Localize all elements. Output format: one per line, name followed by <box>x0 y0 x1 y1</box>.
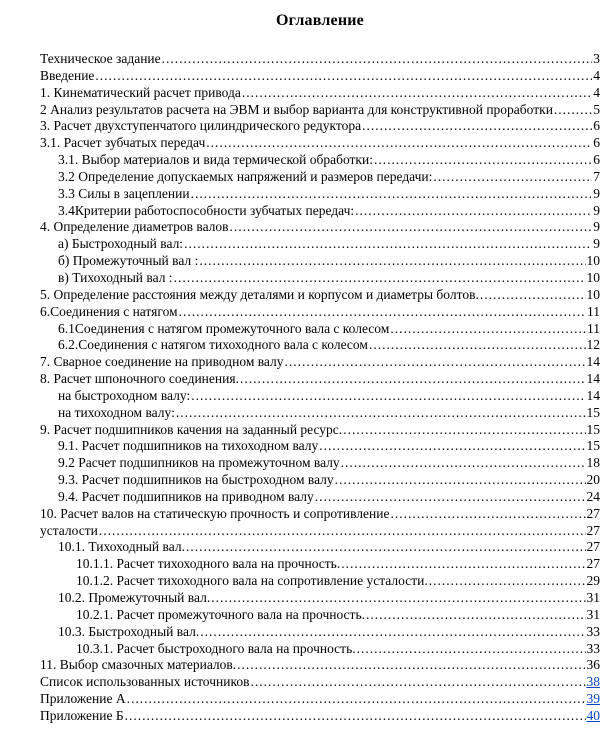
toc-entry-label: 9.2 Расчет подшипников на промежуточном валу <box>58 455 340 471</box>
toc-entry-label: а) Быстроходный вал: <box>58 236 184 252</box>
dot-leader <box>250 674 585 691</box>
toc-entry-label: Приложение А <box>40 691 126 707</box>
toc-entry-page: 29 <box>586 573 600 589</box>
toc-entry-label: 10. Расчет валов на статическую прочность и сопротивление <box>40 505 390 521</box>
toc-entry[interactable] <box>40 489 600 506</box>
toc-entry[interactable] <box>40 186 600 203</box>
dot-leader <box>200 624 585 641</box>
toc-entry-page: 6 <box>593 135 600 151</box>
toc-entry[interactable] <box>40 405 600 422</box>
toc-entry-page: 27 <box>586 539 600 555</box>
dot-leader <box>319 438 585 455</box>
toc-entry[interactable] <box>40 523 600 540</box>
toc-entry-page: 15 <box>586 421 600 437</box>
dot-leader <box>237 657 585 674</box>
toc-entry[interactable] <box>40 556 600 573</box>
dot-leader <box>127 691 586 708</box>
toc-entry-page-link[interactable]: 39 <box>586 691 600 707</box>
toc-entry-label: 6.Соединения с натягом <box>40 303 178 319</box>
dot-leader <box>179 304 586 321</box>
toc-entry[interactable] <box>40 354 600 371</box>
dot-leader <box>362 118 592 135</box>
toc-entry-label: б) Промежуточный вал : <box>58 253 199 269</box>
toc-entry[interactable] <box>40 169 600 186</box>
dot-leader <box>240 371 586 388</box>
toc-entry-page: 14 <box>586 387 600 403</box>
toc-entry-page: 7 <box>593 168 600 184</box>
toc-entry-label: 6.2.Соединения с натягом тихоходного вала с колесом <box>58 337 368 353</box>
toc-entry[interactable] <box>40 422 600 439</box>
toc-entry[interactable] <box>40 590 600 607</box>
toc-list <box>40 51 600 725</box>
dot-leader <box>285 354 586 371</box>
dot-leader <box>433 169 592 186</box>
dot-leader <box>341 455 586 472</box>
toc-entry-page: 6 <box>593 118 600 134</box>
dot-leader <box>315 489 586 506</box>
toc-entry-page: 12 <box>586 337 600 353</box>
toc-entry[interactable] <box>40 68 600 85</box>
toc-entry-label: 10.2.1. Расчет промежуточного вала на прочность. <box>76 606 365 622</box>
toc-entry[interactable] <box>40 539 600 556</box>
dot-leader <box>174 270 586 287</box>
toc-entry[interactable] <box>40 203 600 220</box>
toc-entry[interactable] <box>40 304 600 321</box>
toc-entry[interactable] <box>40 657 600 674</box>
dot-leader <box>95 68 592 85</box>
toc-entry-page-link[interactable]: 38 <box>586 674 600 690</box>
dot-leader <box>429 573 586 590</box>
toc-entry-label: 10.3.1. Расчет быстроходного вала на прочность. <box>76 640 356 656</box>
toc-entry-label: 11. Выбор смазочных материалов. <box>40 657 237 673</box>
toc-entry[interactable] <box>40 51 600 68</box>
toc-entry-label: 3. Расчет двухступенчатого цилиндрического редуктора <box>40 118 362 134</box>
toc-entry-label: 9. Расчет подшипников качения на заданный ресурс. <box>40 421 343 437</box>
dot-leader <box>206 135 592 152</box>
toc-entry[interactable] <box>40 135 600 152</box>
toc-entry[interactable] <box>40 388 600 405</box>
toc-entry-page: 20 <box>586 472 600 488</box>
dot-leader <box>211 590 585 607</box>
toc-entry-label: 9.4. Расчет подшипников на приводном валу <box>58 488 314 504</box>
toc-entry[interactable] <box>40 270 600 287</box>
toc-entry-page: 9 <box>593 236 600 252</box>
toc-entry-label: 9.3. Расчет подшипников на быстроходном валу <box>58 472 334 488</box>
toc-entry-label: 3.1. Расчет зубчатых передач <box>40 135 206 151</box>
toc-entry-label: 3.3 Силы в зацеплении <box>58 185 190 201</box>
toc-entry-label: усталости <box>40 522 98 538</box>
toc-entry-page: 11 <box>587 320 600 336</box>
toc-entry[interactable] <box>40 253 600 270</box>
toc-entry-label: 3.2 Определение допускаемых напряжений и размеров передачи: <box>58 168 433 184</box>
toc-entry[interactable] <box>40 337 600 354</box>
dot-leader <box>341 556 585 573</box>
toc-entry-page: 14 <box>586 371 600 387</box>
toc-entry[interactable] <box>40 455 600 472</box>
toc-entry[interactable] <box>40 607 600 624</box>
toc-entry-page: 4 <box>593 84 600 100</box>
toc-entry-page: 9 <box>593 185 600 201</box>
page-title: Оглавление <box>276 12 364 29</box>
toc-entry[interactable] <box>40 287 600 304</box>
dot-leader <box>230 219 593 236</box>
dot-leader <box>343 422 585 439</box>
toc-entry-label: Введение <box>40 67 95 83</box>
toc-entry[interactable] <box>40 85 600 102</box>
dot-leader <box>186 539 586 556</box>
dot-leader <box>162 51 593 68</box>
toc-entry-label: 8. Расчет шпоночного соединения. <box>40 371 239 387</box>
toc-entry-page: 10 <box>586 253 600 269</box>
toc-entry[interactable] <box>40 118 600 135</box>
toc-entry[interactable] <box>40 708 600 725</box>
dot-leader <box>176 405 586 422</box>
toc-entry-label: Список использованных источников <box>40 674 250 690</box>
dot-leader <box>335 472 586 489</box>
toc-entry-page: 3 <box>593 51 600 66</box>
toc-entry[interactable] <box>40 152 600 169</box>
toc-entry[interactable] <box>40 102 600 119</box>
dot-leader <box>191 186 593 203</box>
toc-entry-label: Приложение Б <box>40 707 124 723</box>
toc-entry-label: 3.1. Выбор материалов и вида термической обработки: <box>58 152 373 168</box>
toc-entry-label: 10.1.1. Расчет тихоходного вала на прочность. <box>76 556 341 572</box>
dot-leader <box>199 253 585 270</box>
dot-leader <box>191 388 585 405</box>
toc-entry-page: 31 <box>586 606 600 622</box>
toc-entry-label: в) Тихоходный вал : <box>58 269 173 285</box>
toc-entry[interactable] <box>40 674 600 691</box>
toc-entry-page: 33 <box>586 623 600 639</box>
dot-leader <box>125 708 586 725</box>
dot-leader <box>554 102 592 119</box>
dot-leader <box>355 203 592 220</box>
toc-entry[interactable] <box>40 438 600 455</box>
toc-entry-label: 10.2. Промежуточный вал. <box>58 590 211 605</box>
toc-entry[interactable] <box>40 506 600 523</box>
toc-entry-label: 10.1. Тихоходный вал. <box>58 539 185 555</box>
toc-entry-label: 9.1. Расчет подшипников на тихоходном валу <box>58 438 319 454</box>
toc-entry[interactable] <box>40 219 600 236</box>
toc-entry-label: на тихоходном валу: <box>58 404 175 420</box>
toc-entry[interactable] <box>40 236 600 253</box>
dot-leader <box>357 641 586 658</box>
dot-leader <box>184 236 592 253</box>
toc-entry-label: 2 Анализ результатов расчета на ЭВМ и выбор варианта для конструктивной проработки <box>40 101 553 117</box>
toc-entry-page: 27 <box>586 505 600 521</box>
dot-leader <box>369 337 586 354</box>
toc-entry-label: 10.1.2. Расчет тихоходного вала на сопротивление усталости. <box>76 573 428 589</box>
toc-entry-page: 36 <box>586 657 600 673</box>
toc-entry-page: 15 <box>586 404 600 420</box>
dot-leader <box>242 85 592 102</box>
toc-entry-page-link[interactable]: 40 <box>586 707 600 723</box>
toc-entry[interactable] <box>40 371 600 388</box>
toc-entry-label: на быстроходном валу: <box>58 387 191 403</box>
toc-entry-page: 15 <box>586 438 600 454</box>
toc-entry-page: 9 <box>593 202 600 218</box>
toc-entry-label: 3.4Критерии работоспособности зубчатых передач: <box>58 202 355 218</box>
toc-entry[interactable] <box>40 573 600 590</box>
toc-entry[interactable] <box>40 321 600 338</box>
dot-leader <box>366 607 586 624</box>
toc-entry-page: 10 <box>586 269 600 285</box>
toc-entry-page: 24 <box>586 488 600 504</box>
toc-entry-page: 31 <box>586 590 600 605</box>
toc-entry-page: 10 <box>586 286 600 302</box>
toc-entry[interactable] <box>40 691 600 708</box>
toc-entry-page: 33 <box>586 640 600 656</box>
toc-entry-label: 5. Определение расстояния между деталями и корпусом и диаметры болтов. <box>40 286 479 302</box>
toc-entry[interactable] <box>40 624 600 641</box>
toc-entry-page: 18 <box>586 455 600 471</box>
toc-entry-label: Техническое задание <box>40 51 161 66</box>
toc-entry-page: 14 <box>586 354 600 370</box>
toc-entry-page: 27 <box>586 556 600 572</box>
dot-leader <box>390 506 585 523</box>
dot-leader <box>374 152 592 169</box>
toc-entry-label: 4. Определение диаметров валов <box>40 219 229 235</box>
toc-entry-label: 6.1Соединения с натягом промежуточного вала с колесом <box>58 320 390 336</box>
toc-entry-label: 1. Кинематический расчет привода <box>40 84 241 100</box>
toc-entry-label: 7. Сварное соединение на приводном валу <box>40 354 284 370</box>
toc-entry-page: 5 <box>593 101 600 117</box>
dot-leader <box>99 523 586 540</box>
toc-entry[interactable] <box>40 641 600 658</box>
toc-entry-label: 10.3. Быстроходный вал. <box>58 623 200 639</box>
toc-entry-page: 11 <box>587 303 600 319</box>
toc-entry-page: 9 <box>593 219 600 235</box>
toc-entry-page: 27 <box>586 522 600 538</box>
toc-entry-page: 4 <box>593 67 600 83</box>
dot-leader <box>390 321 586 338</box>
toc-entry-page: 6 <box>593 152 600 168</box>
dot-leader <box>480 287 586 304</box>
toc-entry[interactable] <box>40 472 600 489</box>
